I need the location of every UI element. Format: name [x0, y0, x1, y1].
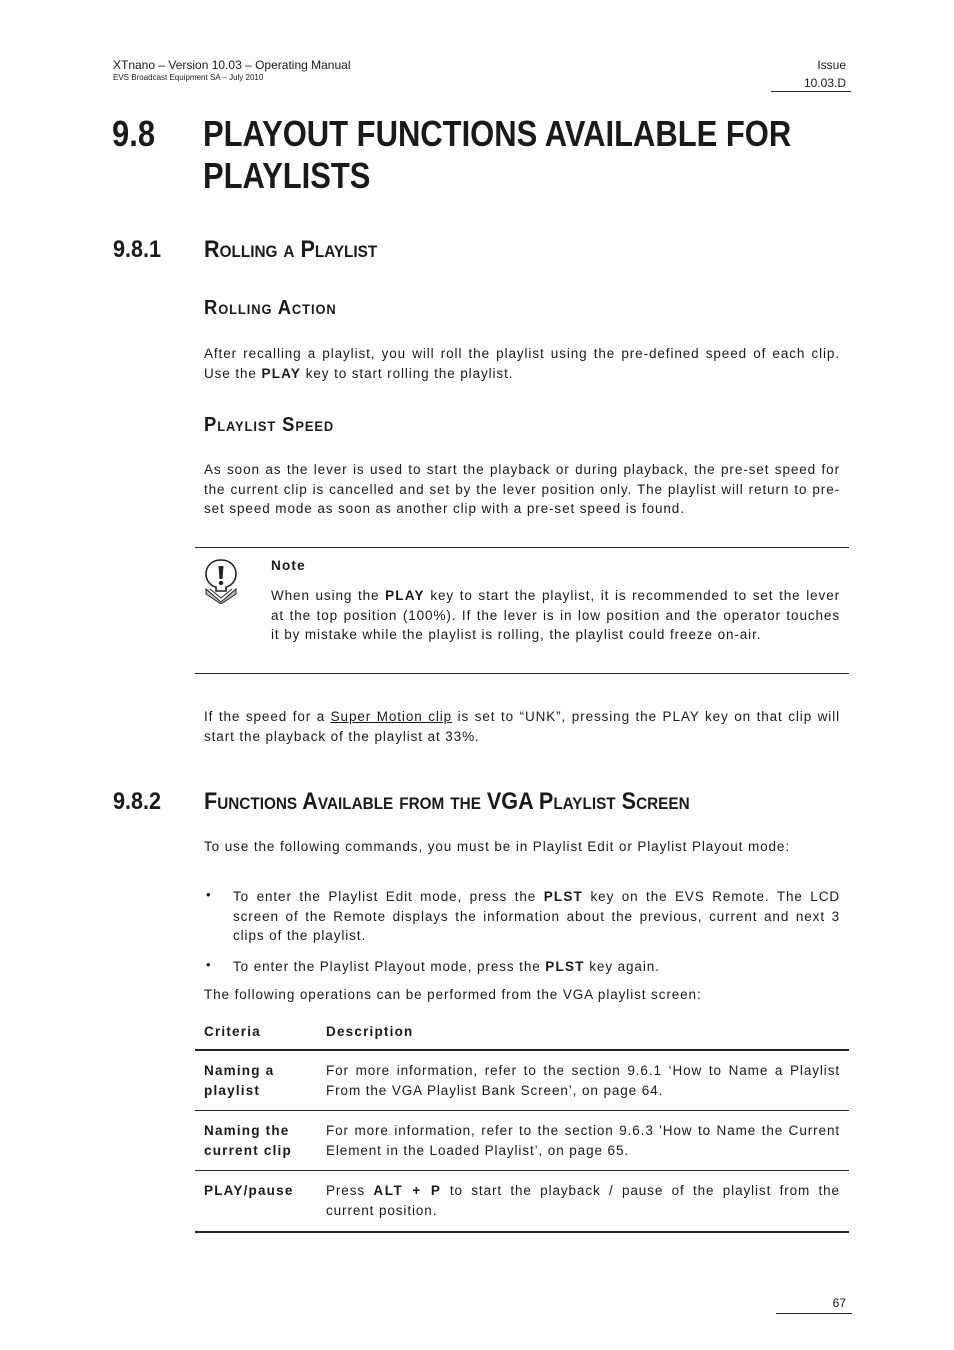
super-motion-paragraph	[204, 707, 840, 746]
text-run: key again.	[584, 959, 660, 974]
note-top-rule	[195, 547, 849, 548]
text-run: After recalling a playlist, you will roll the playlist using the pre-defined speed of each clip. Use the	[204, 346, 840, 381]
key-name: PLST	[545, 959, 585, 974]
table-header-row	[195, 1018, 849, 1050]
key-name: PLST	[543, 889, 583, 904]
header-rule	[771, 91, 851, 92]
text-run: key to start rolling the playlist.	[301, 365, 514, 381]
list-item	[233, 957, 840, 977]
text-run: is set to “UNK”, pressing the PLAY key on that clip will start the playback of the playlist at 33%.	[204, 709, 841, 744]
description-column-header: Description	[317, 1018, 849, 1050]
note-bottom-rule	[195, 673, 849, 674]
page-number: 67	[832, 1296, 846, 1310]
table-row	[195, 1111, 849, 1171]
text-run: For more information, refer to the section 9.6.1 ‘How to Name a Playlist From the VGA Playlist Bank Screen’, on page 64.	[326, 1063, 840, 1098]
key-name: ALT + P	[373, 1183, 442, 1199]
playlist-speed-paragraph: As soon as the lever is used to start the playback or during playback, the pre-set speed for the current clip is cancelled and set by the lever position only. The playlist will return to pre-set speed mode as soon as another clip with a pre-set speed is found.	[204, 462, 840, 517]
playlist-speed-heading: Playlist Speed	[204, 414, 335, 436]
rolling-action-heading: Rolling Action	[204, 297, 337, 319]
text-run: key on the EVS Remote. The LCD screen of the Remote displays the information about the previous, current and next 3 clips of the playlist.	[233, 889, 840, 944]
criteria-cell: Naming a playlist	[195, 1050, 317, 1111]
footer-rule	[776, 1313, 852, 1314]
document-title: XTnano – Version 10.03 – Operating Manual	[113, 58, 351, 72]
table-row	[195, 1171, 849, 1232]
criteria-column-header: Criteria	[195, 1018, 317, 1050]
issue-label: Issue	[817, 58, 846, 72]
subsection-2-number: 9.8.2	[113, 788, 162, 815]
text-run: When using the	[271, 588, 386, 603]
text-run: To enter the Playlist Edit mode, press the	[233, 889, 544, 904]
operations-table	[195, 1018, 849, 1233]
note-label: Note	[271, 558, 306, 573]
text-run: For more information, refer to the section 9.6.3 'How to Name the Current Element in the Loaded Playlist’, on page 65.	[326, 1123, 840, 1158]
description-cell	[317, 1111, 849, 1171]
bullet-marker: •	[206, 957, 211, 972]
subsection-1-title: Rolling a Playlist	[204, 236, 378, 263]
section-title-line1: PLAYOUT FUNCTIONS AVAILABLE FOR	[203, 113, 792, 154]
key-name: PLAY	[385, 588, 425, 603]
company-line: EVS Broadcast Equipment SA – July 2010	[113, 73, 264, 82]
description-cell	[317, 1050, 849, 1111]
list-item	[233, 887, 840, 946]
super-motion-clip-link[interactable]: Super Motion clip	[330, 709, 453, 724]
text-run: to start the playback / pause of the playlist from the current position.	[326, 1183, 840, 1218]
bullet-marker: •	[206, 887, 211, 902]
commands-intro: To use the following commands, you must be in Playlist Edit or Playlist Playout mode:	[204, 839, 790, 854]
rolling-action-paragraph	[204, 344, 840, 383]
key-name: PLAY	[261, 365, 302, 381]
issue-number: 10.03.D	[803, 76, 846, 90]
operations-intro: The following operations can be performed from the VGA playlist screen:	[204, 987, 702, 1002]
subsection-2-title: Functions Available from the VGA Playlist Screen	[204, 788, 690, 815]
criteria-cell: Naming the current clip	[195, 1111, 317, 1171]
criteria-cell: PLAY/pause	[195, 1171, 317, 1232]
description-cell	[317, 1171, 849, 1232]
table-row	[195, 1050, 849, 1111]
note-warning-icon	[203, 558, 239, 604]
note-text	[271, 586, 840, 645]
subsection-1-number: 9.8.1	[113, 236, 162, 263]
section-title-line2: PLAYLISTS	[203, 155, 371, 196]
text-run: key to start the playlist, it is recommended to set the lever at the top position (100%). If the lever is in low position and the operator touches it by mistake while the playlist is rolling, the playlist could freeze on-air.	[271, 588, 840, 643]
section-number: 9.8	[112, 113, 156, 154]
section-title	[203, 113, 805, 197]
text-run: If the speed for a	[204, 709, 331, 724]
text-run: To enter the Playlist Playout mode, press the	[233, 959, 546, 974]
text-run: Press	[326, 1183, 374, 1199]
